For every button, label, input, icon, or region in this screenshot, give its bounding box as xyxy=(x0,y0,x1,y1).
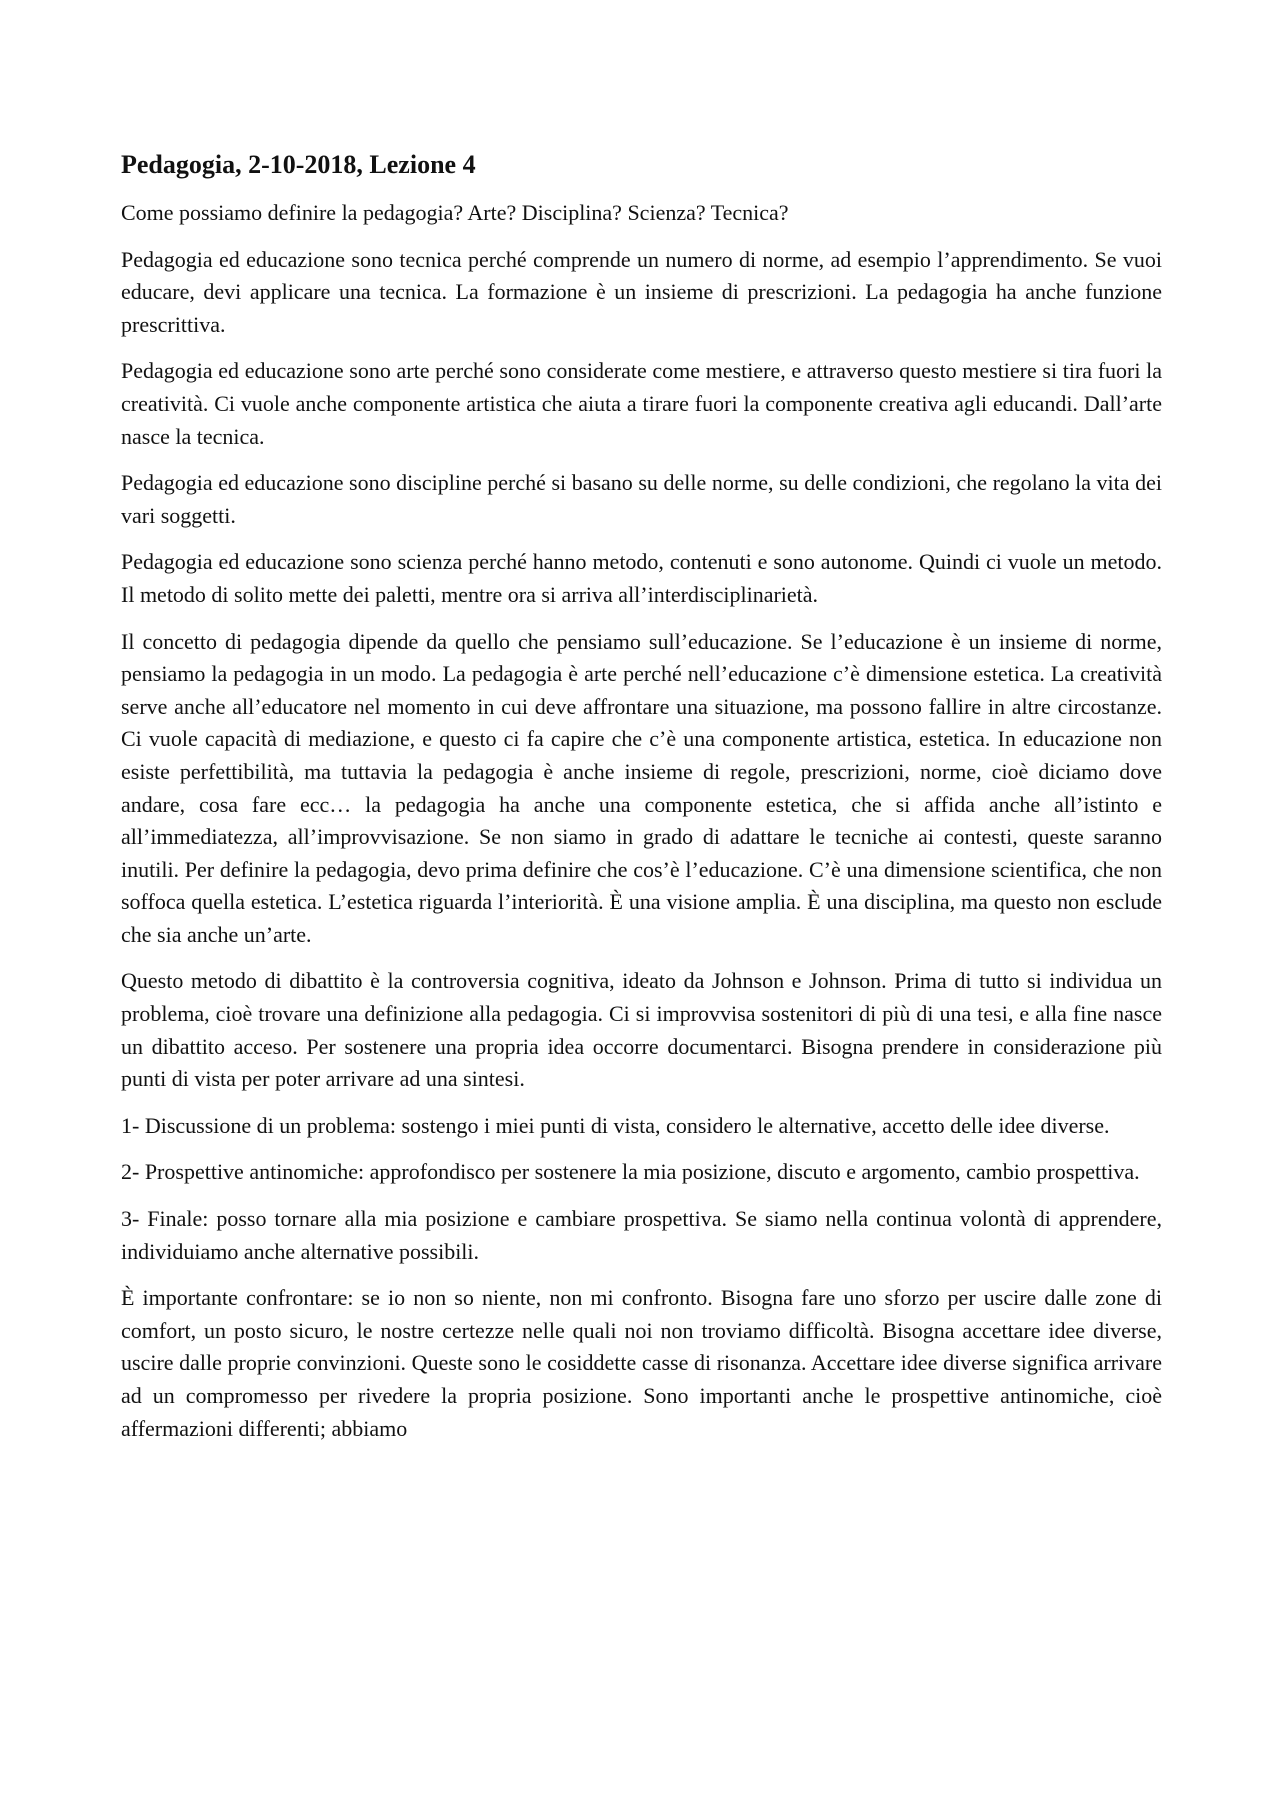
document-body xyxy=(121,148,1162,1459)
paragraph-scienza: Pedagogia ed educazione sono scienza perché hanno metodo, contenuti e sono autonome. Quindi ci vuole un metodo. Il metodo di solito mette dei paletti, mentre ora si arriva all’interdisciplinarietà. xyxy=(121,549,1162,607)
paragraph-arte: Pedagogia ed educazione sono arte perché sono considerate come mestiere, e attraverso questo mestiere si tira fuori la creatività. Ci vuole anche componente artistica che aiuta a tirare fuori la componente creativa agli educandi. Dall’arte nasce la tecnica. xyxy=(121,358,1162,449)
document-title: Pedagogia, 2-10-2018, Lezione 4 xyxy=(121,150,476,179)
paragraph-metodo-dibattito: Questo metodo di dibattito è la controversia cognitiva, ideato da Johnson e Johnson. Prima di tutto si individua un problema, cioè trovare una definizione alla pedagogia. Ci si improvvisa sostenitori di più di una tesi, e alla fine nasce un dibattito acceso. Per sostenere una propria idea occorre documentarci. Bisogna prendere in considerazione più punti di vista per poter arrivare ad una sintesi. xyxy=(121,968,1162,1092)
paragraph-concetto: Il concetto di pedagogia dipende da quello che pensiamo sull’educazione. Se l’educazione è un insieme di norme, pensiamo la pedagogia in un modo. La pedagogia è arte perché nell’educazione c’è dimensione estetica. La creatività serve anche all’educatore nel momento in cui deve affrontare una situazione, ma possono fallire in altre circostanze. Ci vuole capacità di mediazione, e questo ci fa capire che c’è una componente artistica, estetica. In educazione non esiste perfettibilità, ma tuttavia la pedagogia è anche insieme di regole, prescrizioni, norme, cioè diciamo dove andare, cosa fare ecc… la pedagogia ha anche una componente estetica, che si affida anche all’istinto e all’immediatezza, all’improvvisazione. Se non siamo in grado di adattare le tecniche ai contesti, queste saranno inutili. Per definire la pedagogia, devo prima definire che cos’è l’educazione. C’è una dimensione scientifica, che non soffoca quella estetica. L’estetica riguarda l’interiorità. È una visione amplia. È una disciplina, ma questo non esclude che sia anche un’arte. xyxy=(121,628,1162,947)
paragraph-step-1: 1- Discussione di un problema: sostengo i miei punti di vista, considero le alternative, accetto delle idee diverse. xyxy=(121,1112,1110,1138)
paragraph-confrontare: È importante confrontare: se io non so niente, non mi confronto. Bisogna fare uno sforzo per uscire dalle zone di comfort, un posto sicuro, le nostre certezze nelle quali noi non troviamo difficoltà. Bisogna accettare idee diverse, uscire dalle proprie convinzioni. Queste sono le cosiddette casse di risonanza. Accettare idee diverse significa arrivare ad un compromesso per rivedere la propria posizione. Sono importanti anche le prospettive antinomiche, cioè affermazioni differenti; abbiamo xyxy=(121,1285,1162,1441)
paragraph-tecnica: Pedagogia ed educazione sono tecnica perché comprende un numero di norme, ad esempio l’apprendimento. Se vuoi educare, devi applicare una tecnica. La formazione è un insieme di prescrizioni. La pedagogia ha anche funzione prescrittiva. xyxy=(121,246,1162,337)
paragraph-step-3: 3- Finale: posso tornare alla mia posizione e cambiare prospettiva. Se siamo nella continua volontà di apprendere, individuiamo anche alternative possibili. xyxy=(121,1206,1162,1264)
paragraph-discipline: Pedagogia ed educazione sono discipline perché si basano su delle norme, su delle condizioni, che regolano la vita dei vari soggetti. xyxy=(121,470,1162,528)
paragraph-step-2: 2- Prospettive antinomiche: approfondisco per sostenere la mia posizione, discuto e argomento, cambio prospettiva. xyxy=(121,1159,1140,1185)
paragraph-question: Come possiamo definire la pedagogia? Arte? Disciplina? Scienza? Tecnica? xyxy=(121,200,789,225)
